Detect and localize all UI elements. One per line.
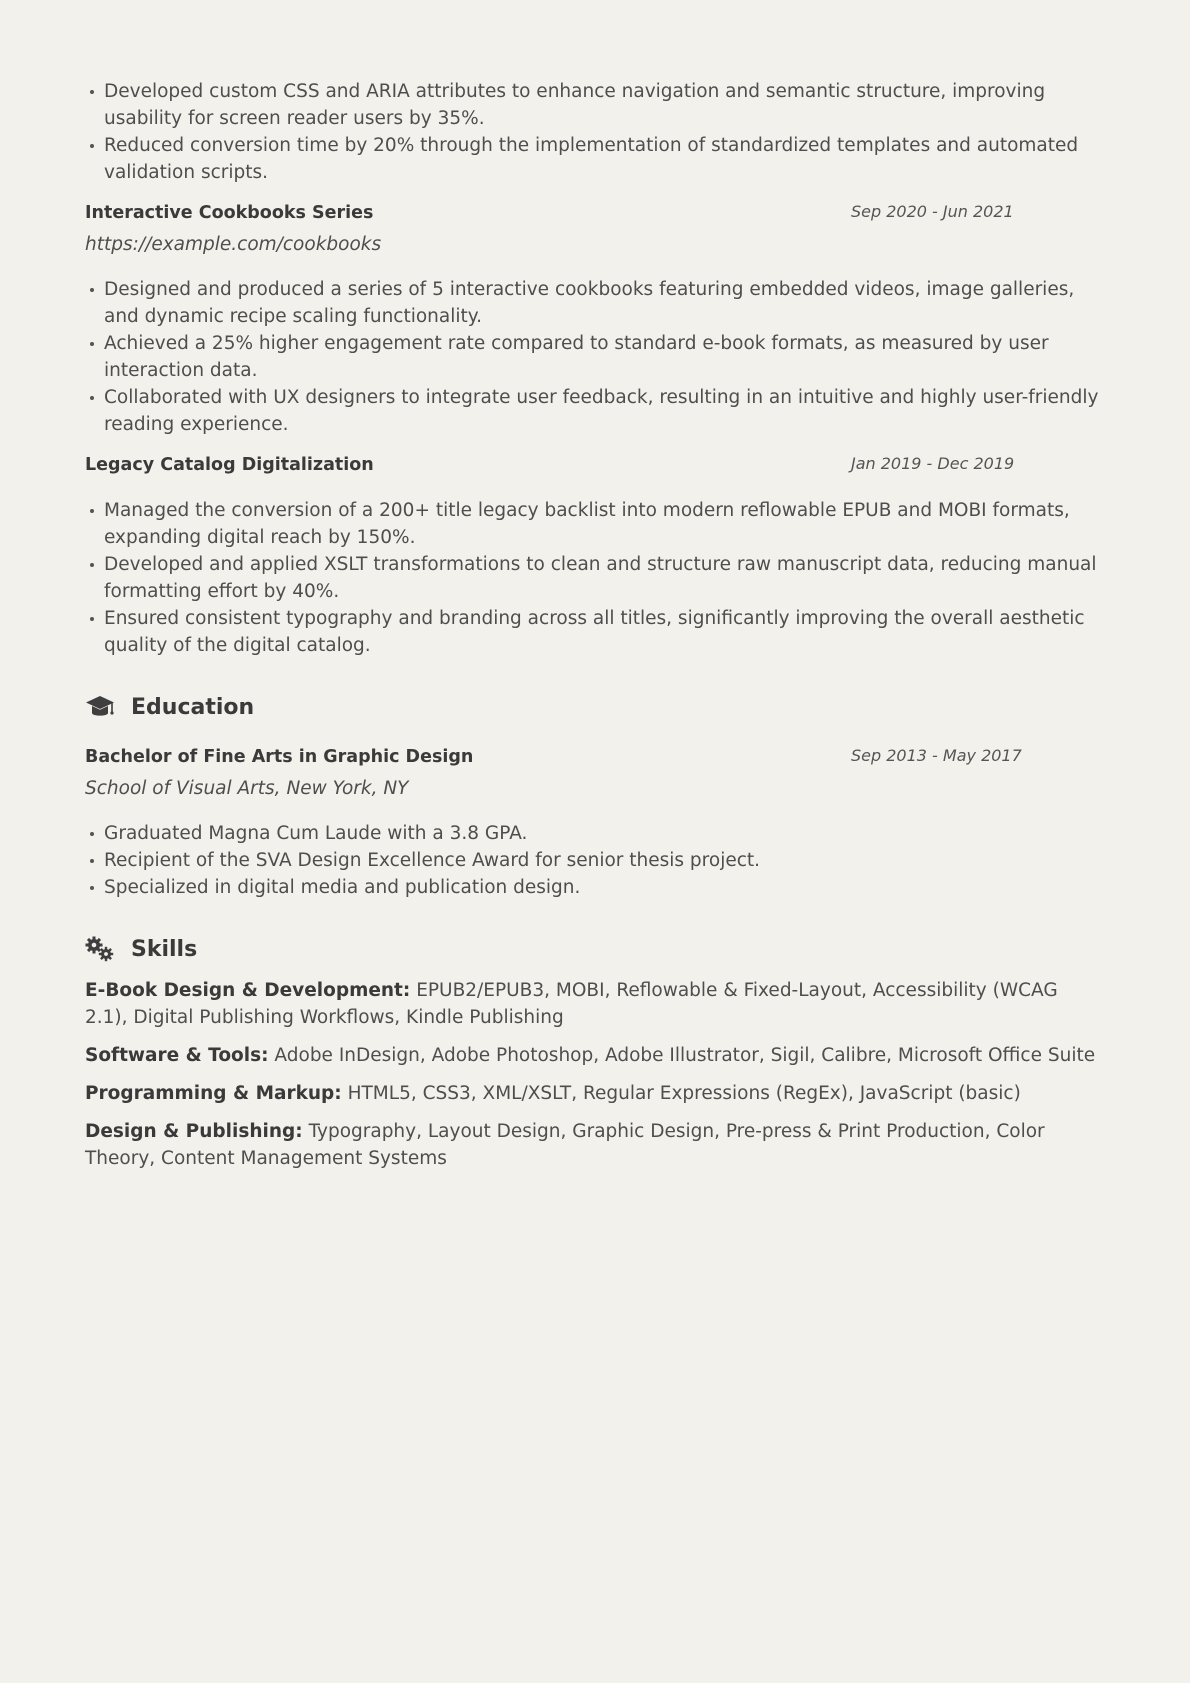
project-title: Legacy Catalog Digitalization xyxy=(85,455,374,475)
list-item: Ensured consistent typography and branding across all titles, significantly improving the overall aesthetic quality of the digital catalog. xyxy=(104,605,1105,659)
skill-label: Programming & Markup: xyxy=(85,1083,342,1104)
skill-row xyxy=(85,1118,1105,1172)
list-item: Specialized in digital media and publication design. xyxy=(104,874,1105,901)
skill-value: EPUB2/EPUB3, MOBI, Reflowable & Fixed-Layout, Accessibility (WCAG 2.1), Digital Publishing Workflows, Kindle Publishing xyxy=(85,980,1058,1028)
skills-list xyxy=(85,977,1105,1172)
project-header xyxy=(85,199,1105,227)
skill-value: Adobe InDesign, Adobe Photoshop, Adobe Illustrator, Sigil, Calibre, Microsoft Office Suite xyxy=(274,1045,1096,1066)
skill-row xyxy=(85,1080,1105,1107)
skill-row xyxy=(85,1042,1105,1069)
education-header xyxy=(85,743,1105,771)
list-item: Graduated Magna Cum Laude with a 3.8 GPA. xyxy=(104,820,1105,847)
gears-icon xyxy=(85,934,115,964)
education-date: Sep 2013 - May 2017 xyxy=(851,746,1022,765)
list-item: Collaborated with UX designers to integrate user feedback, resulting in an intuitive and highly user-friendly reading experience. xyxy=(104,384,1105,438)
skill-value: Typography, Layout Design, Graphic Design, Pre-press & Print Production, Color Theory, Content Management Systems xyxy=(85,1121,1045,1169)
skill-label: E-Book Design & Development: xyxy=(85,980,411,1001)
intro-bullet-list xyxy=(85,78,1105,186)
skill-label: Software & Tools: xyxy=(85,1045,269,1066)
list-item: Reduced conversion time by 20% through the implementation of standardized templates and automated validation scripts. xyxy=(104,132,1105,186)
skills-section-header xyxy=(85,932,1105,966)
education-bullet-list xyxy=(85,820,1105,901)
degree-title: Bachelor of Fine Arts in Graphic Design xyxy=(85,747,474,767)
project-bullet-list xyxy=(85,497,1105,659)
school-name: School of Visual Arts, New York, NY xyxy=(85,778,409,799)
section-title: Skills xyxy=(131,936,198,962)
skill-value: HTML5, CSS3, XML/XSLT, Regular Expressions (RegEx), JavaScript (basic) xyxy=(347,1083,1021,1104)
list-item: Developed and applied XSLT transformations to clean and structure raw manuscript data, reducing manual formatting effort by 40%. xyxy=(104,551,1105,605)
skill-row xyxy=(85,977,1105,1031)
list-item: Designed and produced a series of 5 interactive cookbooks featuring embedded videos, image galleries, and dynamic recipe scaling functionality. xyxy=(104,276,1105,330)
project-bullet-list xyxy=(85,276,1105,438)
project-header xyxy=(85,451,1105,479)
project-link[interactable]: https://example.com/cookbooks xyxy=(85,234,382,255)
project-date: Sep 2020 - Jun 2021 xyxy=(851,202,1014,221)
resume-page xyxy=(85,78,1105,1172)
list-item: Developed custom CSS and ARIA attributes to enhance navigation and semantic structure, improving usability for screen reader users by 35%. xyxy=(104,78,1105,132)
list-item: Recipient of the SVA Design Excellence Award for senior thesis project. xyxy=(104,847,1105,874)
list-item: Managed the conversion of a 200+ title legacy backlist into modern reflowable EPUB and MOBI formats, expanding digital reach by 150%. xyxy=(104,497,1105,551)
list-item: Achieved a 25% higher engagement rate compared to standard e-book formats, as measured by user interaction data. xyxy=(104,330,1105,384)
graduation-cap-icon xyxy=(85,692,115,722)
project-title: Interactive Cookbooks Series xyxy=(85,203,374,223)
education-section-header xyxy=(85,690,1105,724)
project-date: Jan 2019 - Dec 2019 xyxy=(851,454,1015,473)
section-title: Education xyxy=(131,694,255,720)
skill-label: Design & Publishing: xyxy=(85,1121,303,1142)
